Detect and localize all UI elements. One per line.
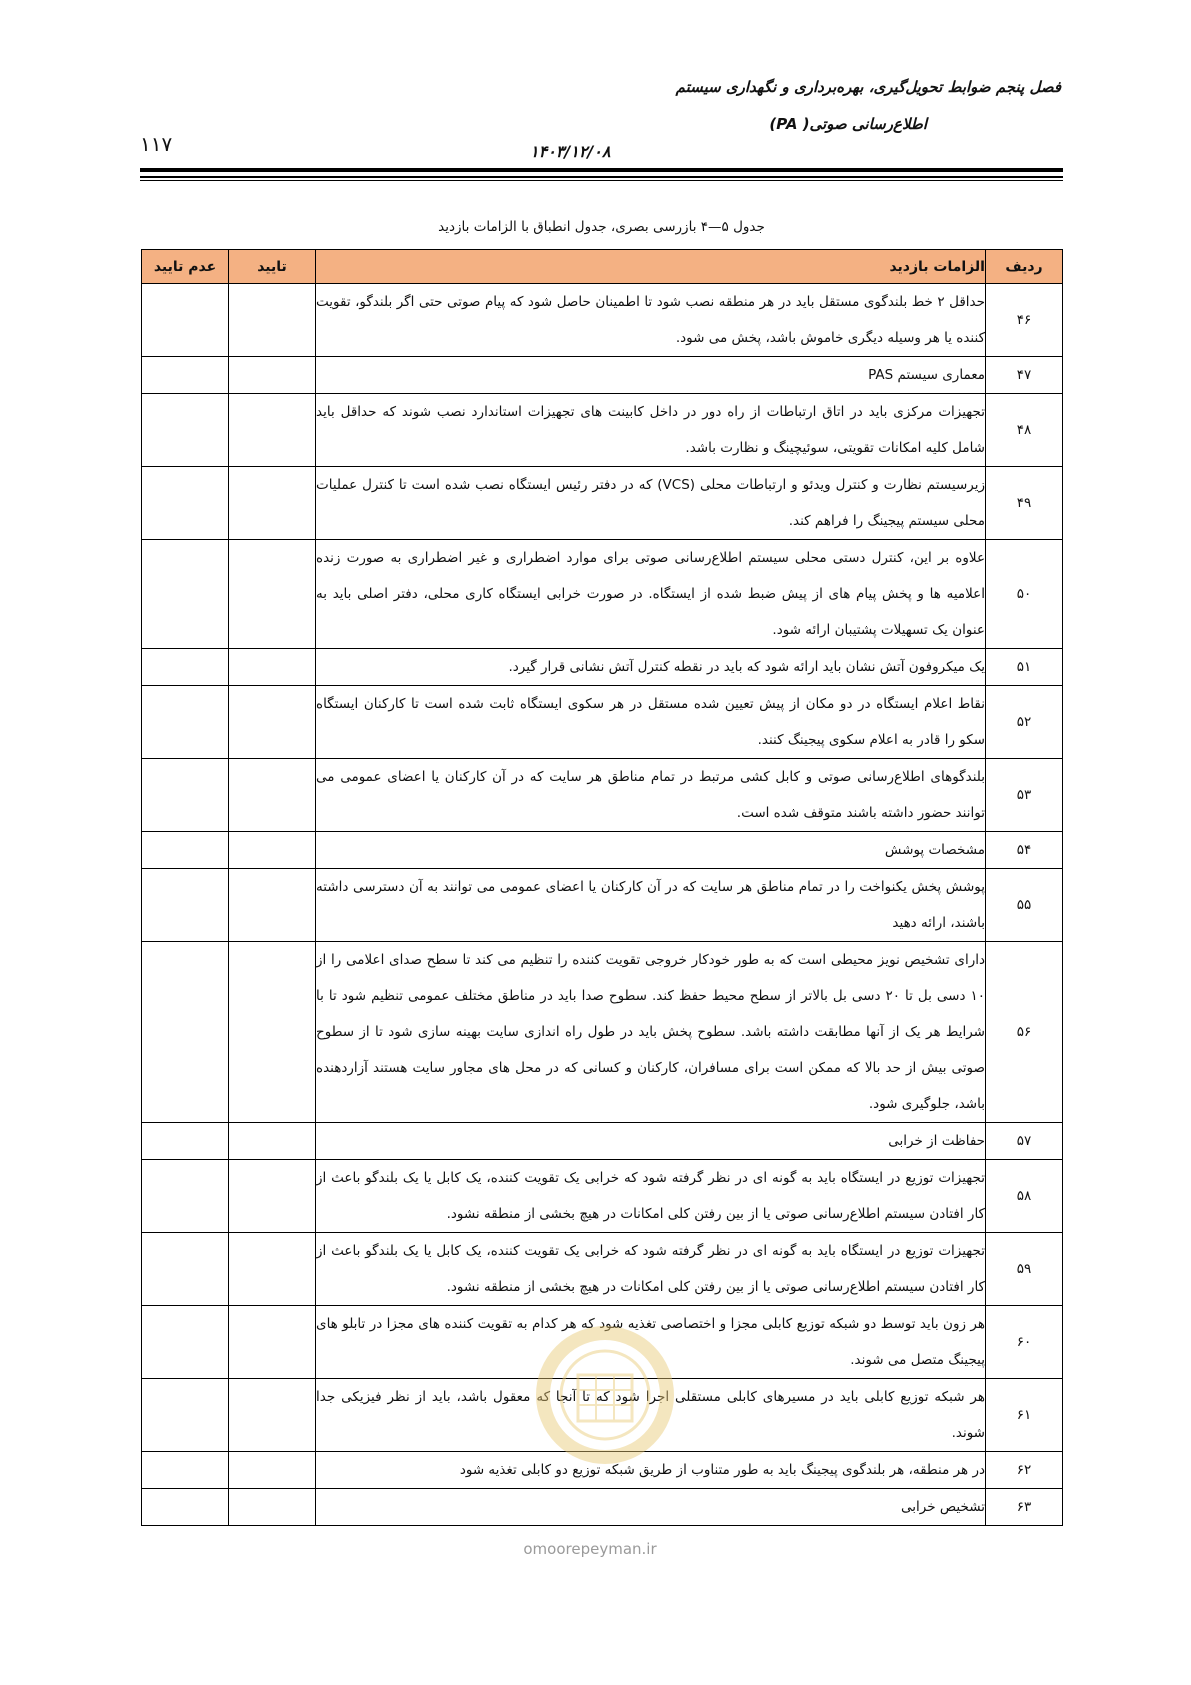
disapprove-cell[interactable] (142, 284, 229, 357)
requirement-text: هر زون باید توسط دو شبکه توزیع کابلی مجزا و اختصاصی تغذیه شود که هر کدام به تقویت کننده های مجزا در تابلو های پیجینگ متصل می شوند. (316, 1306, 986, 1379)
approve-cell[interactable] (229, 869, 316, 942)
table-header-row (142, 250, 1063, 284)
table-row (142, 942, 1063, 1123)
approve-cell[interactable] (229, 686, 316, 759)
approve-cell[interactable] (229, 1306, 316, 1379)
disapprove-cell[interactable] (142, 1306, 229, 1379)
disapprove-cell[interactable] (142, 1489, 229, 1526)
disapprove-cell[interactable] (142, 540, 229, 649)
row-number: ۴۷ (986, 357, 1063, 394)
approve-cell[interactable] (229, 832, 316, 869)
column-header-row: ردیف (986, 250, 1063, 284)
disapprove-cell[interactable] (142, 357, 229, 394)
table-row (142, 357, 1063, 394)
approve-cell[interactable] (229, 394, 316, 467)
approve-cell[interactable] (229, 1160, 316, 1233)
requirement-text: تشخیص خرابی (316, 1489, 986, 1526)
column-header-disapprove: عدم تایید (142, 250, 229, 284)
approve-cell[interactable] (229, 1489, 316, 1526)
table-row (142, 467, 1063, 540)
approve-cell[interactable] (229, 1123, 316, 1160)
approve-cell[interactable] (229, 284, 316, 357)
row-number: ۴۶ (986, 284, 1063, 357)
requirement-text: در هر منطقه، هر بلندگوی پیجینگ باید به طور متناوب از طریق شبکه توزیع دو کابلی تغذیه شود (316, 1452, 986, 1489)
column-header-approve: تایید (229, 250, 316, 284)
requirement-text: زیرسیستم نظارت و کنترل ویدئو و ارتباطات محلی (VCS) که در دفتر رئیس ایستگاه نصب شده است تا کنترل عملیات محلی سیستم پیجینگ را فراهم کند. (316, 467, 986, 540)
disapprove-cell[interactable] (142, 832, 229, 869)
table-row (142, 394, 1063, 467)
requirement-text: بلندگوهای اطلاع‌رسانی صوتی و کابل کشی مرتبط در تمام مناطق هر سایت که در آن کارکنان یا اعضای عمومی می توانند حضور داشته باشند متوقف شده است. (316, 759, 986, 832)
row-number: ۶۱ (986, 1379, 1063, 1452)
disapprove-cell[interactable] (142, 686, 229, 759)
row-number: ۵۰ (986, 540, 1063, 649)
requirement-text: یک میکروفون آتش نشان باید ارائه شود که باید در نقطه کنترل آتش نشانی قرار گیرد. (316, 649, 986, 686)
disapprove-cell[interactable] (142, 942, 229, 1123)
disapprove-cell[interactable] (142, 1160, 229, 1233)
disapprove-cell[interactable] (142, 1452, 229, 1489)
requirement-text: تجهیزات توزیع در ایستگاه باید به گونه ای در نظر گرفته شود که خرابی یک تقویت کننده، یک کابل یا یک بلندگو باعث از کار افتادن سیستم اطلاع‌رسانی صوتی یا از بین رفتن کلی امکانات در هیچ بخشی از منطقه نشود. (316, 1233, 986, 1306)
requirement-text: حداقل ۲ خط بلندگوی مستقل باید در هر منطقه نصب شود تا اطمینان حاصل شود که پیام صوتی حتی اگر بلندگو، تقویت کننده یا هر وسیله دیگری خاموش باشد، پخش می شود. (316, 284, 986, 357)
disapprove-cell[interactable] (142, 759, 229, 832)
document-date: ۱۴۰۳/۱۲/۰۸ (530, 142, 611, 161)
requirement-text: معماری سیستم PAS (316, 357, 986, 394)
row-number: ۵۱ (986, 649, 1063, 686)
disapprove-cell[interactable] (142, 869, 229, 942)
requirement-text: علاوه بر این، کنترل دستی محلی سیستم اطلاع‌رسانی صوتی برای موارد اضطراری و غیر اضطراری به صورت زنده اعلامیه ها و پخش پیام های از پیش ضبط شده از ایستگاه. در صورت خرابی ایستگاه کاری محلی، دفتر اصلی باید به عنوان یک تسهیلات پشتیبان ارائه شود. (316, 540, 986, 649)
approve-cell[interactable] (229, 1233, 316, 1306)
requirement-text: دارای تشخیص نویز محیطی است که به طور خودکار خروجی تقویت کننده را تنظیم می کند تا سطح صدای اعلامی را از ۱۰ دسی بل تا ۲۰ دسی بل بالاتر از سطح محیط حفظ کند. سطوح صدا باید در مناطق مختلف عمومی تنظیم شود تا با شرایط هر یک از آنها مطابقت داشته باشد. سطوح پخش باید در طول راه اندازی سایت بهینه سازی شود تا از سطوح صوتی بیش از حد بالا که ممکن است برای مسافران، کارکنان و کسانی که در محل های مجاور سایت هستند آزاردهنده باشد، جلوگیری شود. (316, 942, 986, 1123)
approve-cell[interactable] (229, 942, 316, 1123)
watermark-url: omoorepeyman.ir (523, 1540, 657, 1558)
header-rule (140, 180, 1063, 181)
row-number: ۵۸ (986, 1160, 1063, 1233)
table-row (142, 284, 1063, 357)
table-row (142, 649, 1063, 686)
approve-cell[interactable] (229, 1379, 316, 1452)
disapprove-cell[interactable] (142, 1233, 229, 1306)
disapprove-cell[interactable] (142, 1379, 229, 1452)
row-number: ۵۵ (986, 869, 1063, 942)
table-row (142, 832, 1063, 869)
row-number: ۵۲ (986, 686, 1063, 759)
requirement-text: تجهیزات توزیع در ایستگاه باید به گونه ای در نظر گرفته شود که خرابی یک تقویت کننده، یک کابل یا یک بلندگو باعث از کار افتادن سیستم اطلاع‌رسانی صوتی یا از بین رفتن کلی امکانات در هیچ بخشی از منطقه نشود. (316, 1160, 986, 1233)
row-number: ۶۳ (986, 1489, 1063, 1526)
table-row (142, 1160, 1063, 1233)
row-number: ۶۰ (986, 1306, 1063, 1379)
requirement-text: مشخصات پوشش (316, 832, 986, 869)
table-row (142, 759, 1063, 832)
approve-cell[interactable] (229, 540, 316, 649)
system-name: اطلاع‌رسانی صوتی( PA) (769, 115, 927, 133)
row-number: ۶۲ (986, 1452, 1063, 1489)
table-row (142, 540, 1063, 649)
disapprove-cell[interactable] (142, 467, 229, 540)
row-number: ۵۷ (986, 1123, 1063, 1160)
row-number: ۵۶ (986, 942, 1063, 1123)
disapprove-cell[interactable] (142, 394, 229, 467)
row-number: ۵۴ (986, 832, 1063, 869)
header-rule (140, 168, 1063, 172)
requirement-text: حفاظت از خرابی (316, 1123, 986, 1160)
table-row (142, 869, 1063, 942)
header-rule (140, 176, 1063, 178)
table-row (142, 1123, 1063, 1160)
approve-cell[interactable] (229, 467, 316, 540)
approve-cell[interactable] (229, 759, 316, 832)
row-number: ۵۳ (986, 759, 1063, 832)
row-number: ۵۹ (986, 1233, 1063, 1306)
requirement-text: نقاط اعلام ایستگاه در دو مکان از پیش تعیین شده مستقل در هر سکوی ایستگاه ثابت شده است تا کارکنان ایستگاه سکو را قادر به اعلام سکوی پیجینگ کنند. (316, 686, 986, 759)
column-header-requirements: الزامات بازدید (316, 250, 986, 284)
table-row (142, 1489, 1063, 1526)
requirement-text: هر شبکه توزیع کابلی باید در مسیرهای کابلی مستقلی اجرا شود که تا آنجا که معقول باشد، باید از نظر فیزیکی جدا شوند. (316, 1379, 986, 1452)
disapprove-cell[interactable] (142, 1123, 229, 1160)
table-row (142, 686, 1063, 759)
table-row (142, 1233, 1063, 1306)
table-caption: جدول ۵—۴ بازرسی بصری، جدول انطباق با الزامات بازدید (438, 219, 765, 235)
approve-cell[interactable] (229, 649, 316, 686)
requirement-text: پوشش پخش یکنواخت را در تمام مناطق هر سایت که در آن کارکنان یا اعضای عمومی می توانند به آن دسترسی داشته باشند، ارائه دهید (316, 869, 986, 942)
requirement-text: تجهیزات مرکزی باید در اتاق ارتباطات از راه دور در داخل کابینت های تجهیزات استاندارد نصب شوند که حداقل باید شامل کلیه امکانات تقویتی، سوئیچینگ و نظارت باشد. (316, 394, 986, 467)
row-number: ۴۹ (986, 467, 1063, 540)
disapprove-cell[interactable] (142, 649, 229, 686)
row-number: ۴۸ (986, 394, 1063, 467)
page-number: ۱۱۷ (140, 132, 173, 156)
approve-cell[interactable] (229, 1452, 316, 1489)
watermark-logo (530, 1315, 680, 1475)
approve-cell[interactable] (229, 357, 316, 394)
chapter-title: فصل پنجم ضوابط تحویل‌گیری، بهره‌برداری و نگهداری سیستم (675, 78, 1061, 96)
